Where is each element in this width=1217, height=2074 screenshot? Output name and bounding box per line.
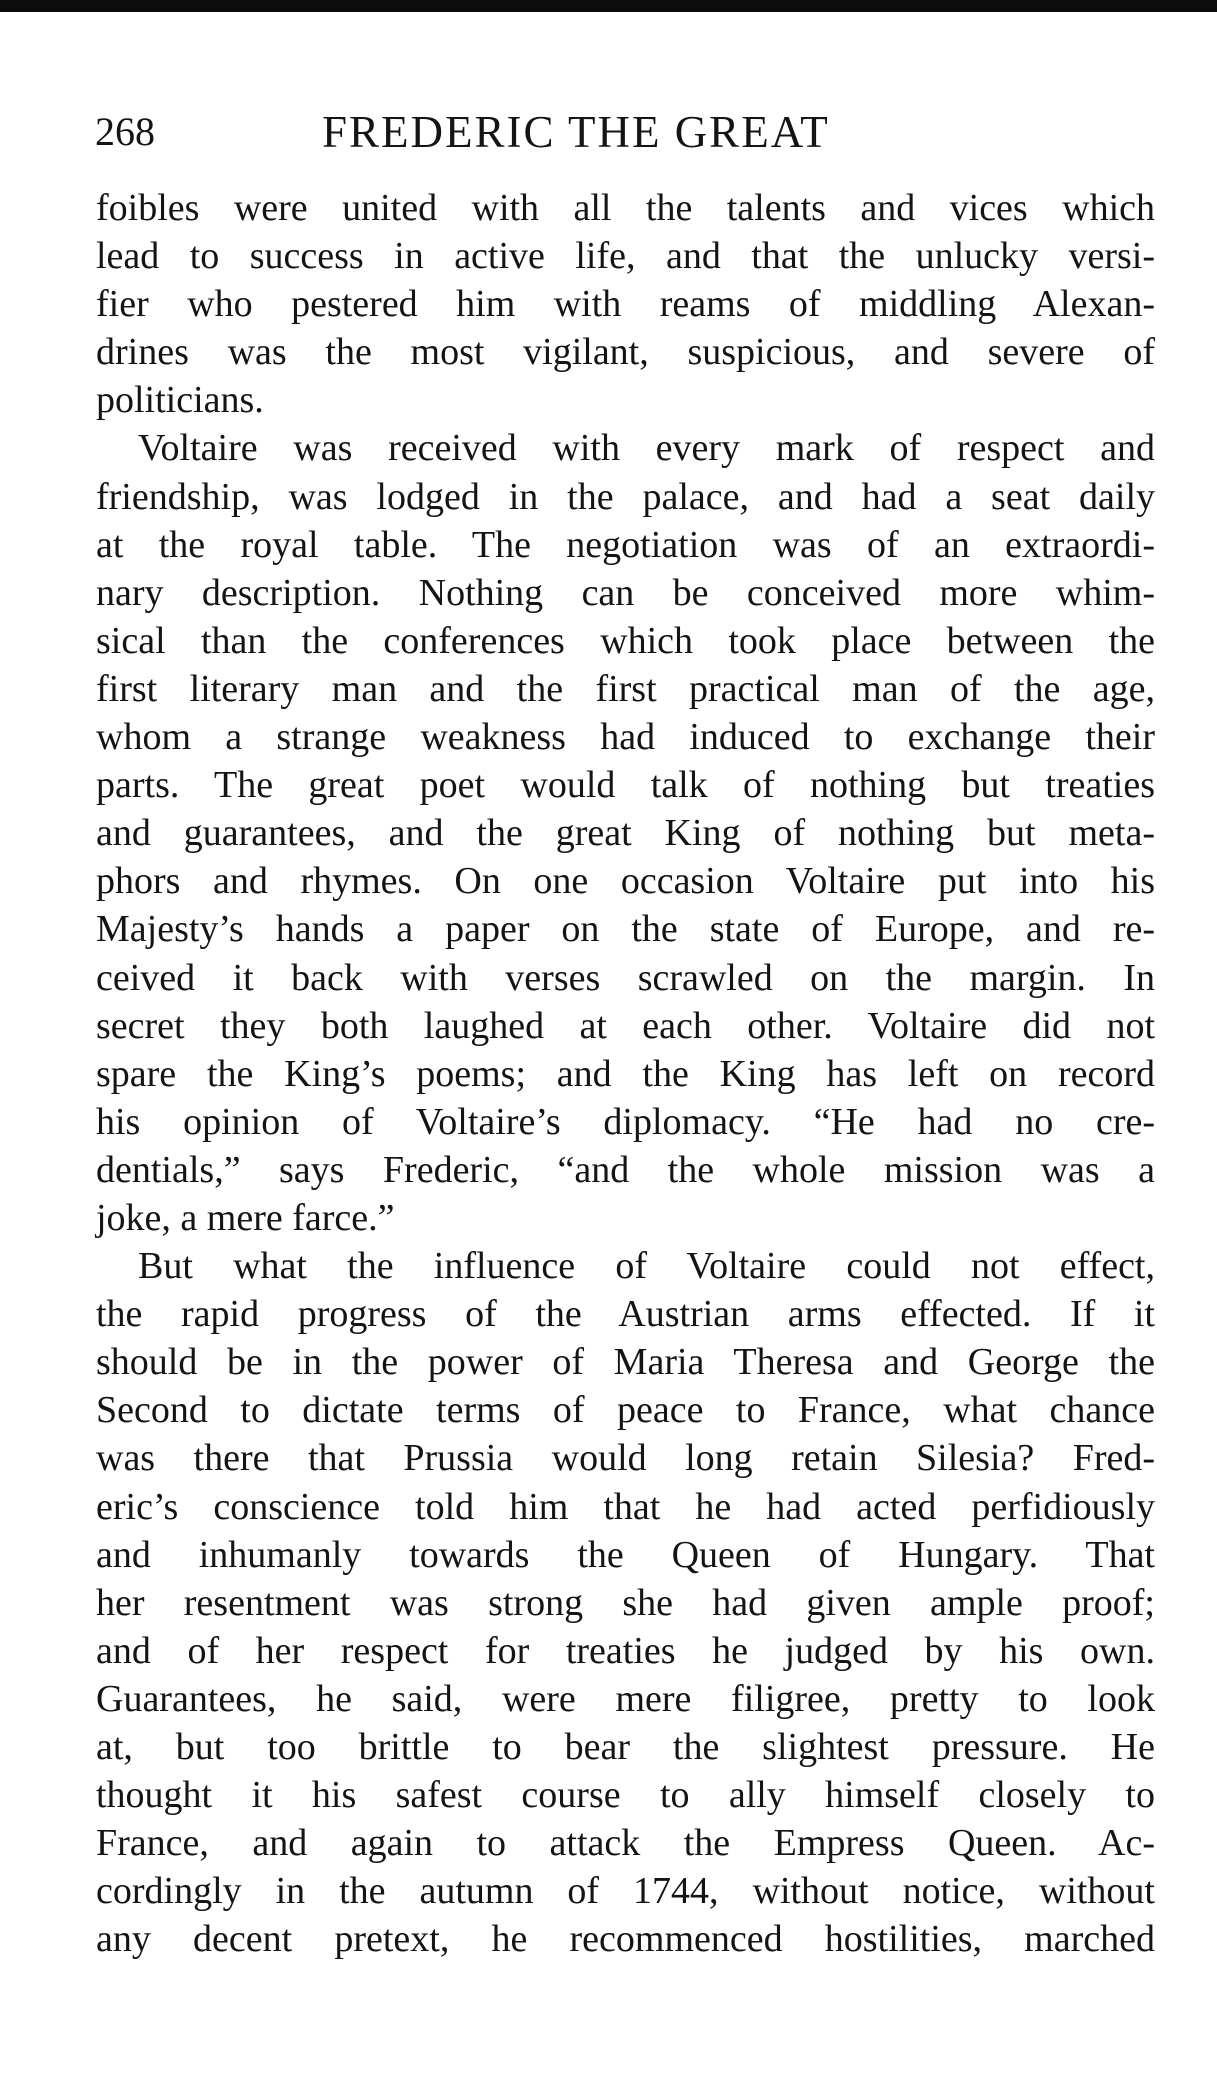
running-title: FREDERIC THE GREAT bbox=[322, 107, 830, 157]
text-line: fier who pestered him with reams of middling Alexan- bbox=[96, 283, 1155, 326]
text-line: spare the King’s poems; and the King has left on record bbox=[96, 1052, 1155, 1095]
text-line: whom a strange weakness had induced to exchange their bbox=[96, 716, 1155, 759]
text-line: at the royal table. The negotiation was of an extraordi- bbox=[96, 523, 1155, 566]
text-line: phors and rhymes. On one occasion Voltaire put into his bbox=[96, 860, 1155, 903]
text-line: joke, a mere farce.” bbox=[96, 1196, 395, 1239]
text-line: ceived it back with verses scrawled on the margin. In bbox=[96, 956, 1155, 999]
text-line: lead to success in active life, and that the unlucky versi- bbox=[96, 235, 1155, 278]
text-line: foibles were united with all the talents and vices which bbox=[96, 187, 1155, 229]
text-line: should be in the power of Maria Theresa and George the bbox=[96, 1341, 1155, 1384]
text-line: France, and again to attack the Empress Queen. Ac- bbox=[96, 1822, 1155, 1865]
text-line: Guarantees, he said, were mere filigree, pretty to look bbox=[96, 1677, 1155, 1720]
text-line: and guarantees, and the great King of nothing but meta- bbox=[96, 812, 1155, 855]
text-line: was there that Prussia would long retain Silesia? Fred- bbox=[96, 1437, 1155, 1480]
text-line: the rapid progress of the Austrian arms effected. If it bbox=[96, 1293, 1155, 1336]
text-line: cordingly in the autumn of 1744, without notice, without bbox=[96, 1870, 1155, 1913]
text-line: parts. The great poet would talk of nothing but treaties bbox=[96, 764, 1155, 807]
text-line: nary description. Nothing can be conceived more whim- bbox=[96, 571, 1155, 614]
top-rule bbox=[0, 0, 1217, 12]
text-line: Second to dictate terms of peace to France, what chance bbox=[96, 1389, 1155, 1432]
text-line: secret they both laughed at each other. Voltaire did not bbox=[96, 1004, 1155, 1047]
text-line: Majesty’s hands a paper on the state of Europe, and re- bbox=[96, 908, 1155, 951]
text-line: friendship, was lodged in the palace, and had a seat daily bbox=[96, 475, 1155, 518]
text-line: eric’s conscience told him that he had acted perfidiously bbox=[96, 1485, 1155, 1528]
text-line: her resentment was strong she had given ample proof; bbox=[96, 1581, 1155, 1624]
text-line: drines was the most vigilant, suspicious, and severe of bbox=[96, 331, 1155, 374]
body-text bbox=[96, 184, 1155, 1963]
text-line: thought it his safest course to ally himself closely to bbox=[96, 1774, 1155, 1817]
text-line: sical than the conferences which took place between the bbox=[96, 619, 1155, 662]
page-header bbox=[95, 102, 1155, 162]
text-line: politicians. bbox=[96, 379, 264, 422]
text-line: at, but too brittle to bear the slightest pressure. He bbox=[96, 1726, 1155, 1768]
page-number: 268 bbox=[95, 109, 155, 154]
text-line: first literary man and the first practical man of the age, bbox=[96, 667, 1155, 710]
paragraph-first-line: Voltaire was received with every mark of respect and bbox=[138, 427, 1155, 470]
text-line: and of her respect for treaties he judged by his own. bbox=[96, 1629, 1155, 1672]
text-line: his opinion of Voltaire’s diplomacy. “He had no cre- bbox=[96, 1100, 1155, 1143]
text-line: any decent pretext, he recommenced hostilities, marched bbox=[96, 1918, 1155, 1961]
paragraph-first-line: But what the influence of Voltaire could not effect, bbox=[138, 1245, 1155, 1288]
text-line: dentials,” says Frederic, “and the whole mission was a bbox=[96, 1148, 1155, 1191]
text-line: and inhumanly towards the Queen of Hungary. That bbox=[96, 1533, 1155, 1576]
